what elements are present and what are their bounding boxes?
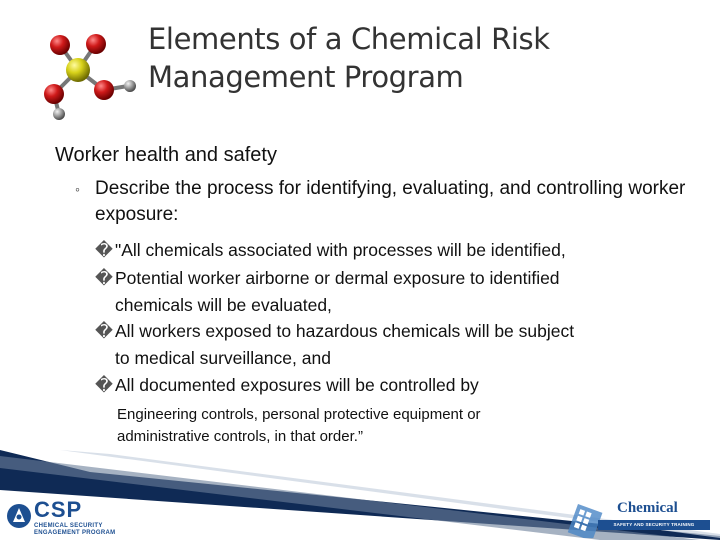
sub-bullet-continuation: to medical surveillance, and <box>115 348 331 368</box>
note-line-1: Engineering controls, personal protective equipment or <box>117 406 481 423</box>
chemical-logo-wordmark: Chemical <box>617 500 678 516</box>
section-heading: Worker health and safety <box>55 144 277 166</box>
slide-title <box>148 20 708 96</box>
sub-bullet-text: All workers exposed to hazardous chemicals will be subject <box>115 321 575 341</box>
oxygen-atom <box>50 35 70 55</box>
note-line-2: administrative controls, in that order.” <box>117 428 363 445</box>
bullet-text: Describe the process for identifying, evaluating, and controlling worker exposure: <box>95 178 686 225</box>
sub-bullet-marker: � <box>95 240 113 260</box>
sub-bullet-item <box>95 372 705 399</box>
sub-bullet-text: "All chemicals associated with processes will be identified, <box>115 240 566 260</box>
csp-logo-line-2: ENGAGEMENT PROGRAM <box>34 530 116 536</box>
oxygen-atom <box>86 34 106 54</box>
oxygen-atom <box>94 80 114 100</box>
oxygen-atom <box>44 84 64 104</box>
sub-bullet-item <box>95 237 705 264</box>
sub-bullet-text: All documented exposures will be controlled by <box>115 375 479 395</box>
sub-bullet-text: Potential worker airborne or dermal exposure to identified <box>115 268 560 288</box>
sub-bullet-marker: � <box>95 375 113 395</box>
sub-bullet-item <box>95 318 705 372</box>
sub-bullet-item <box>95 265 705 319</box>
title-line-1: Elements of a Chemical Risk <box>148 22 550 56</box>
sub-bullet-continuation: chemicals will be evaluated, <box>115 295 332 315</box>
note-text <box>117 404 637 448</box>
hydrogen-atom <box>124 80 136 92</box>
title-line-2: Management Program <box>148 60 464 94</box>
csp-logo-wordmark: CSP <box>34 497 83 522</box>
hydrogen-atom <box>53 108 65 120</box>
bullet-item <box>75 176 695 228</box>
bullet-marker: ◦ <box>75 181 80 197</box>
csp-logo-text <box>34 497 115 537</box>
chemical-logo-tagline: SAFETY AND SECURITY TRAINING <box>598 520 710 530</box>
sub-bullet-marker: � <box>95 268 113 288</box>
sulfur-atom <box>66 58 90 82</box>
molecule-illustration <box>38 28 142 124</box>
sub-bullet-marker: � <box>95 321 113 341</box>
csp-logo-line-1: CHEMICAL SECURITY <box>34 523 103 529</box>
